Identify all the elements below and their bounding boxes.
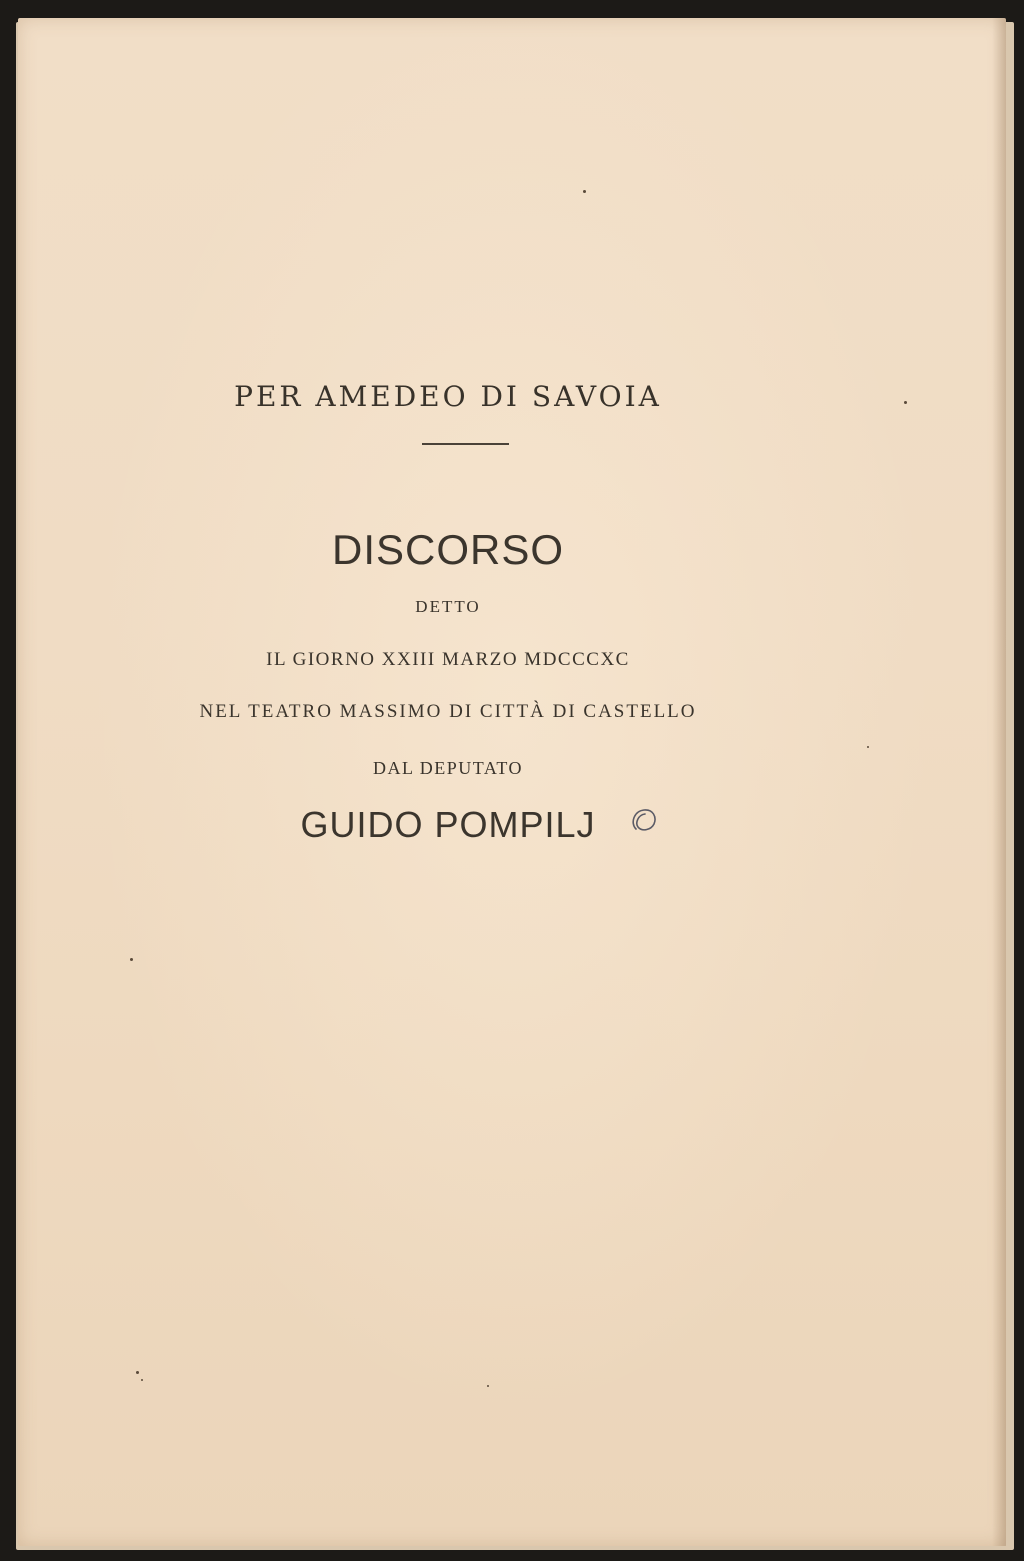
paper-speck <box>136 1371 139 1374</box>
detto-line: DETTO <box>415 597 481 616</box>
title-page <box>18 18 1006 1546</box>
handwritten-circle-mark-icon <box>626 805 662 841</box>
title-rule-divider <box>422 443 509 445</box>
paper-speck <box>867 746 869 748</box>
paper-speck <box>904 401 907 404</box>
place-line: NEL TEATRO MASSIMO DI CITTÀ DI CASTELLO <box>199 701 697 722</box>
title-page-content <box>18 18 1006 1546</box>
paper-speck <box>141 1379 143 1381</box>
by-line: DAL DEPUTATO <box>372 758 524 778</box>
date-line: IL GIORNO XXIII MARZO MDCCCXC <box>266 649 630 670</box>
paper-speck <box>487 1385 489 1387</box>
paper-speck <box>583 190 586 193</box>
main-title: DISCORSO <box>331 526 565 573</box>
series-title: PER AMEDEO DI SAVOIA <box>234 380 662 413</box>
author-name: GUIDO POMPILJ <box>300 804 596 845</box>
paper-speck <box>130 958 133 961</box>
